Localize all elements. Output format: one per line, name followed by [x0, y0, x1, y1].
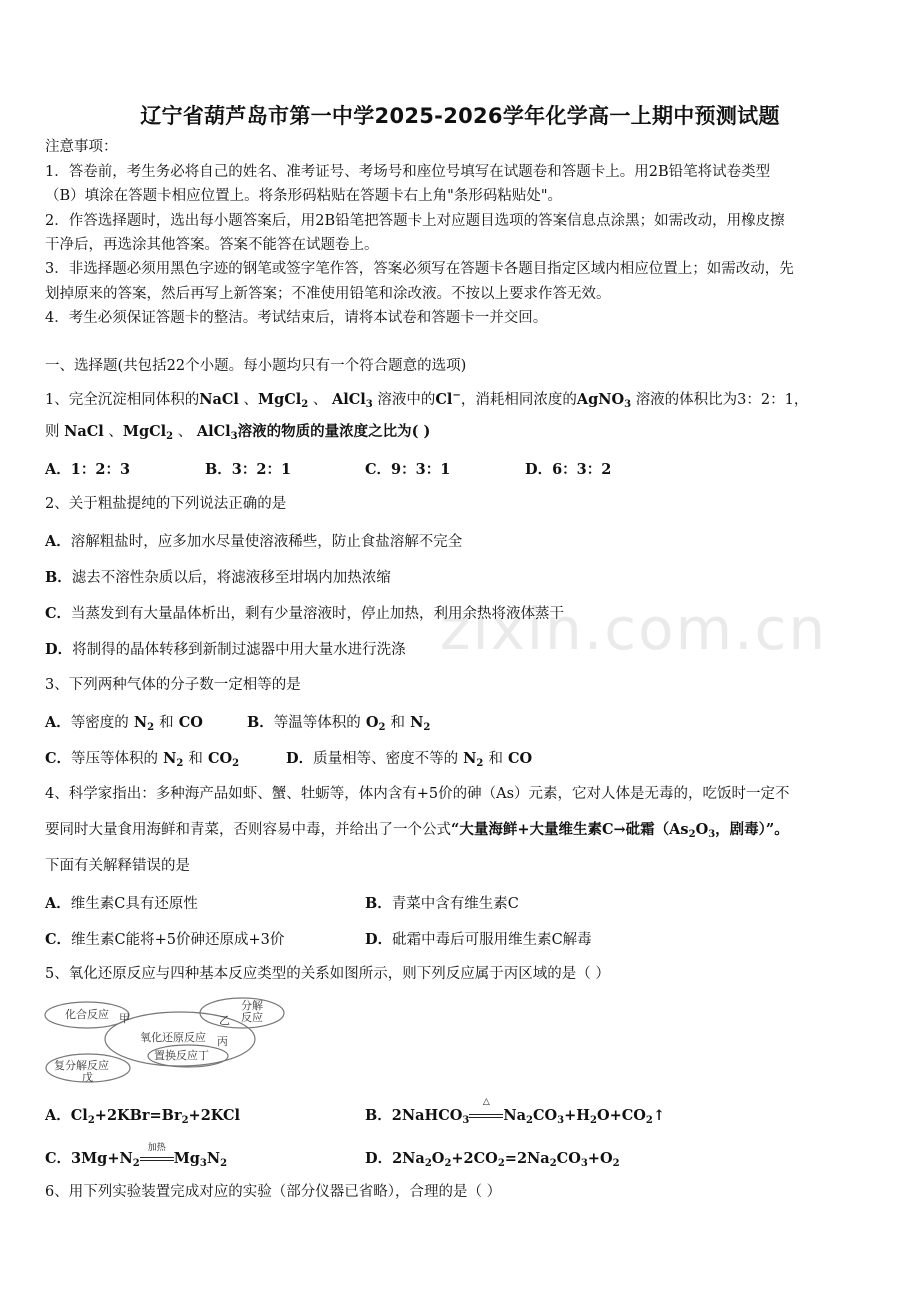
page-title: 辽宁省葫芦岛市第一中学2025-2026学年化学高一上期中预测试题	[140, 104, 780, 128]
q6-stem: 6、用下列实验装置完成对应的实验（部分仪器已省略），合理的是（ ）	[45, 1184, 502, 1200]
reaction-type-venn-diagram	[42, 995, 287, 1087]
label-double-displacement: 复分解反应	[54, 1059, 109, 1072]
label-displacement: 置换反应丁	[154, 1049, 209, 1062]
q5-option-a[interactable]: A．$Cl_2+2KBr=Br_2+2KCl$	[45, 1107, 241, 1126]
q2-option-b[interactable]: B．滤去不溶性杂质以后，将滤液移至坩埚内加热浓缩	[45, 569, 391, 586]
notice-line-4: 干净后，再选涂其他答案。答案不能答在试题卷上。	[45, 237, 379, 253]
label-decomposition-2: 反应	[241, 1011, 263, 1024]
q1-stem-line2: 则 NaCl 、MgCl$_2$ 、 AlCl$_3$溶液的物质的量浓度之比为( )	[45, 423, 431, 442]
label-combination: 化合反应	[65, 1008, 109, 1021]
q4-stem-line3: 下面有关解释错误的是	[45, 858, 190, 874]
label-decomposition-1: 分解	[241, 999, 263, 1012]
q3-option-b[interactable]: B．等温等体积的 $O_2$ 和 $N_2$	[247, 714, 431, 733]
q1-option-b[interactable]: B．3：2：1	[205, 461, 292, 478]
notice-heading: 注意事项：	[45, 139, 118, 155]
watermark: zixin.com.cn	[440, 595, 828, 663]
q1-option-d[interactable]: D．6：3：2	[525, 461, 612, 478]
notice-line-1: 1．答卷前，考生务必将自己的姓名、准考证号、考场号和座位号填写在试题卷和答题卡上。用2B铅笔将试卷类型	[45, 164, 771, 180]
notice-line-6: 划掉原来的答案，然后再写上新答案；不准使用铅笔和涂改液。不按以上要求作答无效。	[45, 286, 611, 302]
q2-option-d[interactable]: D．将制得的晶体转移到新制过滤器中用大量水进行洗涤	[45, 641, 406, 658]
q4-stem-line1: 4、科学家指出：多种海产品如虾、蟹、牡蛎等，体内含有+5价的砷（As）元素，它对人体是无毒的，吃饭时一定不	[45, 786, 790, 802]
label-yi: 乙	[219, 1014, 230, 1027]
q5-option-d[interactable]: D．$2Na_2O_2+2CO_2=2Na_2CO_3+O_2$	[365, 1150, 620, 1169]
q2-option-c[interactable]: C．当蒸发到有大量晶体析出，剩有少量溶液时，停止加热，利用余热将液体蒸干	[45, 605, 565, 622]
label-wu: 戊	[82, 1071, 93, 1084]
label-redox: 氧化还原反应	[140, 1031, 206, 1044]
q4-option-a[interactable]: A．维生素C具有还原性	[45, 895, 198, 912]
label-bing: 丙	[217, 1035, 228, 1048]
notice-line-2: （B）填涂在答题卡相应位置上。将条形码粘贴在答题卡右上角"条形码粘贴处"。	[45, 188, 562, 204]
q1-option-a[interactable]: A．1：2：3	[45, 461, 131, 478]
q3-stem: 3、下列两种气体的分子数一定相等的是	[45, 677, 301, 693]
q5-option-b[interactable]: B．2NaHCO$_3$ △ $Na_2CO_3+H_2O+CO_2↑$	[365, 1097, 666, 1126]
q1-stem-line1: 1、完全沉淀相同体积的NaCl 、MgCl$_2$ 、 AlCl$_3$ 溶液中的Cl−，消耗相同浓度的AgNO$_3$ 溶液的体积比为3：2：1，	[45, 390, 809, 410]
q4-option-c[interactable]: C．维生素C能将+5价砷还原成+3价	[45, 931, 285, 948]
q2-option-a[interactable]: A．溶解粗盐时，应多加水尽量使溶液稀些，防止食盐溶解不完全	[45, 533, 463, 550]
label-jia: 甲	[119, 1012, 130, 1025]
notice-line-7: 4．考生必须保证答题卡的整洁。考试结束后，请将本试卷和答题卡一并交回。	[45, 310, 548, 326]
q3-option-a[interactable]: A．等密度的 $N_2$ 和 CO	[45, 714, 203, 733]
q5-option-c[interactable]: C．$3Mg+N_2$ 加热 $Mg_3N_2$	[45, 1143, 228, 1169]
notice-line-5: 3．非选择题必须用黑色字迹的钢笔或签字笔作答，答案必须写在答题卡各题目指定区域内相应位置上；如需改动，先	[45, 261, 794, 277]
q3-option-c[interactable]: C．等压等体积的 $N_2$ 和 $CO_2$	[45, 750, 240, 769]
q3-option-d[interactable]: D．质量相等、密度不等的 $N_2$ 和 CO	[286, 750, 533, 769]
section-heading: 一、选择题(共包括22个小题。每小题均只有一个符合题意的选项)	[45, 358, 467, 374]
q4-stem-line2: 要同时大量食用海鲜和青菜，否则容易中毒，并给出了一个公式“大量海鲜+大量维生素C→砒霜（$As_2O_3$，剧毒）”。	[45, 821, 789, 840]
q5-stem: 5、氧化还原反应与四种基本反应类型的关系如图所示，则下列反应属于丙区域的是（ ）	[45, 966, 610, 982]
q4-option-d[interactable]: D．砒霜中毒后可服用维生素C解毒	[365, 931, 592, 948]
notice-line-3: 2．作答选择题时，选出每小题答案后，用2B铅笔把答题卡上对应题目选项的答案信息点涂黑；如需改动，用橡皮擦	[45, 213, 785, 229]
q2-stem: 2、关于粗盐提纯的下列说法正确的是	[45, 496, 287, 512]
q4-option-b[interactable]: B．青菜中含有维生素C	[365, 895, 519, 912]
q1-option-c[interactable]: C．9：3：1	[365, 461, 451, 478]
